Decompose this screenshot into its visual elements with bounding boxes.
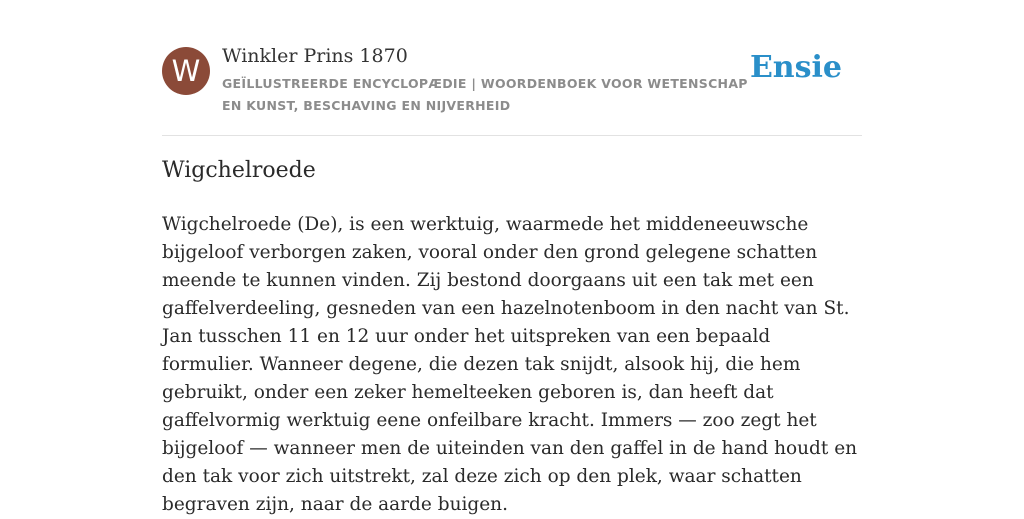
source-title[interactable]: Winkler Prins 1870 xyxy=(222,45,408,67)
article-title: Wigchelroede xyxy=(162,158,316,183)
source-avatar[interactable]: W xyxy=(162,47,210,95)
source-subtitle: GEÏLLUSTREERDE ENCYCLOPÆDIE | WOORDENBOEK VOOR WETENSCHAP EN KUNST, BESCHAVING EN NIJVERHEID xyxy=(222,76,748,113)
article-body: Wigchelroede (De), is een werktuig, waarmede het middeneeuwsche bijgeloof verborgen zaken, vooral onder den grond gelegene schatten meende te kunnen vinden. Zij bestond doorgaans uit een tak met een gaffelverdeeling, gesneden van een hazelnotenboom in den nacht van St. Jan tusschen 11 en 12 uur onder het uitspreken van een bepaald formulier. Wanneer degene, die dezen tak snijdt, alsook hij, die hem gebruikt, onder een zeker hemelteeken geboren is, dan heeft dat gaffelvormig werktuig eene onfeilbare kracht. Immers — zoo zegt het bijgeloof — wanneer men de uiteinden van den gaffel in de hand houdt en den tak voor zich uitstrekt, zal deze zich op den plek, waar schatten begraven zijn, naar de aarde buigen. xyxy=(162,214,858,515)
ensie-logo-link[interactable]: Ensie xyxy=(749,50,842,85)
page xyxy=(162,0,862,515)
source-header xyxy=(162,0,862,136)
